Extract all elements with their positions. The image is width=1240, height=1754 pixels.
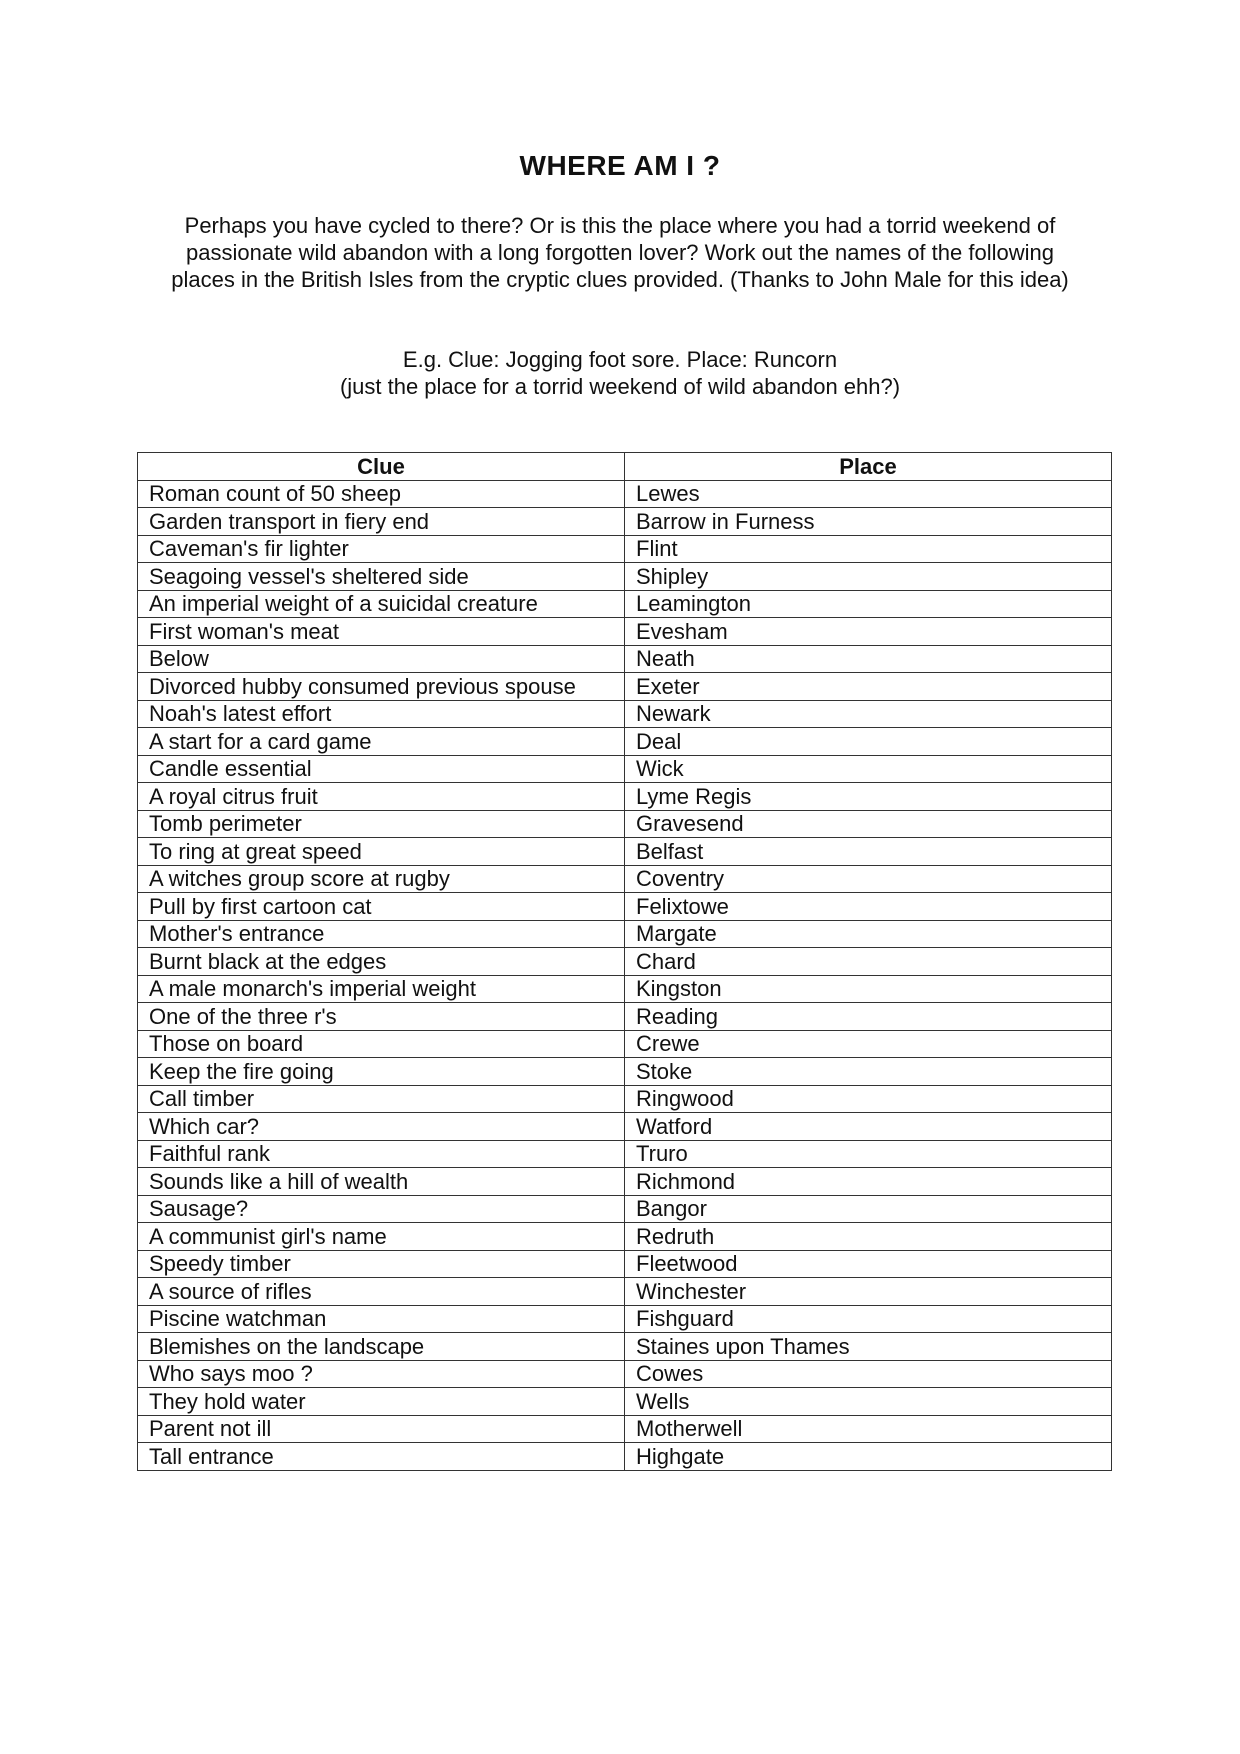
table-header-row (138, 453, 1112, 481)
clue-column-header: Clue (138, 453, 625, 481)
table-row (138, 1168, 1112, 1196)
clue-cell: Mother's entrance (138, 920, 625, 948)
place-cell: Evesham (625, 618, 1112, 646)
clue-cell: Sounds like a hill of wealth (138, 1168, 625, 1196)
clues-table-body (138, 480, 1112, 1470)
place-cell: Bangor (625, 1195, 1112, 1223)
table-row (138, 1140, 1112, 1168)
clue-cell: Keep the fire going (138, 1058, 625, 1086)
clues-table (137, 452, 1112, 1471)
table-row (138, 563, 1112, 591)
place-cell: Motherwell (625, 1415, 1112, 1443)
clue-cell: Divorced hubby consumed previous spouse (138, 673, 625, 701)
clue-cell: An imperial weight of a suicidal creature (138, 590, 625, 618)
clue-cell: A royal citrus fruit (138, 783, 625, 811)
table-row (138, 975, 1112, 1003)
place-cell: Ringwood (625, 1085, 1112, 1113)
table-row (138, 1030, 1112, 1058)
place-column-header: Place (625, 453, 1112, 481)
clue-cell: Pull by first cartoon cat (138, 893, 625, 921)
place-cell: Barrow in Furness (625, 508, 1112, 536)
intro-line: passionate wild abandon with a long forgotten lover? Work out the names of the following (186, 240, 1054, 265)
place-cell: Cowes (625, 1360, 1112, 1388)
clue-cell: Roman count of 50 sheep (138, 480, 625, 508)
place-cell: Fleetwood (625, 1250, 1112, 1278)
clue-cell: Speedy timber (138, 1250, 625, 1278)
place-cell: Newark (625, 700, 1112, 728)
table-row (138, 810, 1112, 838)
place-cell: Leamington (625, 590, 1112, 618)
clue-cell: Who says moo ? (138, 1360, 625, 1388)
table-row (138, 728, 1112, 756)
table-row (138, 1195, 1112, 1223)
place-cell: Neath (625, 645, 1112, 673)
table-row (138, 480, 1112, 508)
clue-cell: Those on board (138, 1030, 625, 1058)
clue-cell: Garden transport in fiery end (138, 508, 625, 536)
table-row (138, 1333, 1112, 1361)
table-row (138, 1415, 1112, 1443)
clue-cell: Tomb perimeter (138, 810, 625, 838)
table-row (138, 1003, 1112, 1031)
table-row (138, 1278, 1112, 1306)
table-row (138, 1443, 1112, 1471)
place-cell: Wells (625, 1388, 1112, 1416)
table-row (138, 1058, 1112, 1086)
place-cell: Belfast (625, 838, 1112, 866)
intro-paragraph (0, 212, 1240, 293)
place-cell: Highgate (625, 1443, 1112, 1471)
example-block (0, 346, 1240, 400)
table-row (138, 948, 1112, 976)
place-cell: Exeter (625, 673, 1112, 701)
place-cell: Gravesend (625, 810, 1112, 838)
table-row (138, 783, 1112, 811)
table-row (138, 755, 1112, 783)
clue-cell: To ring at great speed (138, 838, 625, 866)
place-cell: Lewes (625, 480, 1112, 508)
clue-cell: Tall entrance (138, 1443, 625, 1471)
clue-cell: Call timber (138, 1085, 625, 1113)
clue-cell: Below (138, 645, 625, 673)
table-row (138, 865, 1112, 893)
intro-line: places in the British Isles from the cryptic clues provided. (Thanks to John Male for this idea) (171, 267, 1069, 292)
table-row (138, 893, 1112, 921)
table-row (138, 920, 1112, 948)
place-cell: Wick (625, 755, 1112, 783)
place-cell: Watford (625, 1113, 1112, 1141)
place-cell: Shipley (625, 563, 1112, 591)
clue-cell: Candle essential (138, 755, 625, 783)
clue-cell: A male monarch's imperial weight (138, 975, 625, 1003)
table-row (138, 508, 1112, 536)
clue-cell: Faithful rank (138, 1140, 625, 1168)
clue-cell: Which car? (138, 1113, 625, 1141)
place-cell: Truro (625, 1140, 1112, 1168)
intro-line: Perhaps you have cycled to there? Or is this the place where you had a torrid weekend of (184, 213, 1056, 238)
table-row (138, 590, 1112, 618)
table-row (138, 700, 1112, 728)
table-row (138, 1305, 1112, 1333)
clue-cell: First woman's meat (138, 618, 625, 646)
clue-cell: Parent not ill (138, 1415, 625, 1443)
table-row (138, 1223, 1112, 1251)
place-cell: Fishguard (625, 1305, 1112, 1333)
table-row (138, 1085, 1112, 1113)
place-cell: Margate (625, 920, 1112, 948)
place-cell: Crewe (625, 1030, 1112, 1058)
clue-cell: A communist girl's name (138, 1223, 625, 1251)
clue-cell: Noah's latest effort (138, 700, 625, 728)
place-cell: Chard (625, 948, 1112, 976)
place-cell: Staines upon Thames (625, 1333, 1112, 1361)
clue-cell: A start for a card game (138, 728, 625, 756)
clue-cell: One of the three r's (138, 1003, 625, 1031)
place-cell: Winchester (625, 1278, 1112, 1306)
table-row (138, 645, 1112, 673)
table-row (138, 1360, 1112, 1388)
place-cell: Felixtowe (625, 893, 1112, 921)
clue-cell: Seagoing vessel's sheltered side (138, 563, 625, 591)
table-row (138, 1113, 1112, 1141)
table-row (138, 535, 1112, 563)
clue-cell: Caveman's fir lighter (138, 535, 625, 563)
place-cell: Redruth (625, 1223, 1112, 1251)
table-row (138, 838, 1112, 866)
clue-cell: Piscine watchman (138, 1305, 625, 1333)
table-row (138, 1250, 1112, 1278)
clue-cell: A witches group score at rugby (138, 865, 625, 893)
place-cell: Reading (625, 1003, 1112, 1031)
place-cell: Deal (625, 728, 1112, 756)
clue-cell: Burnt black at the edges (138, 948, 625, 976)
page-title: WHERE AM I ? (519, 150, 721, 181)
place-cell: Kingston (625, 975, 1112, 1003)
place-cell: Flint (625, 535, 1112, 563)
example-line: E.g. Clue: Jogging foot sore. Place: Runcorn (402, 347, 838, 372)
table-row (138, 1388, 1112, 1416)
table-row (138, 618, 1112, 646)
clue-cell: A source of rifles (138, 1278, 625, 1306)
place-cell: Coventry (625, 865, 1112, 893)
clue-cell: They hold water (138, 1388, 625, 1416)
example-line: (just the place for a torrid weekend of wild abandon ehh?) (339, 374, 901, 399)
place-cell: Stoke (625, 1058, 1112, 1086)
place-cell: Richmond (625, 1168, 1112, 1196)
clue-cell: Sausage? (138, 1195, 625, 1223)
place-cell: Lyme Regis (625, 783, 1112, 811)
clue-cell: Blemishes on the landscape (138, 1333, 625, 1361)
table-row (138, 673, 1112, 701)
